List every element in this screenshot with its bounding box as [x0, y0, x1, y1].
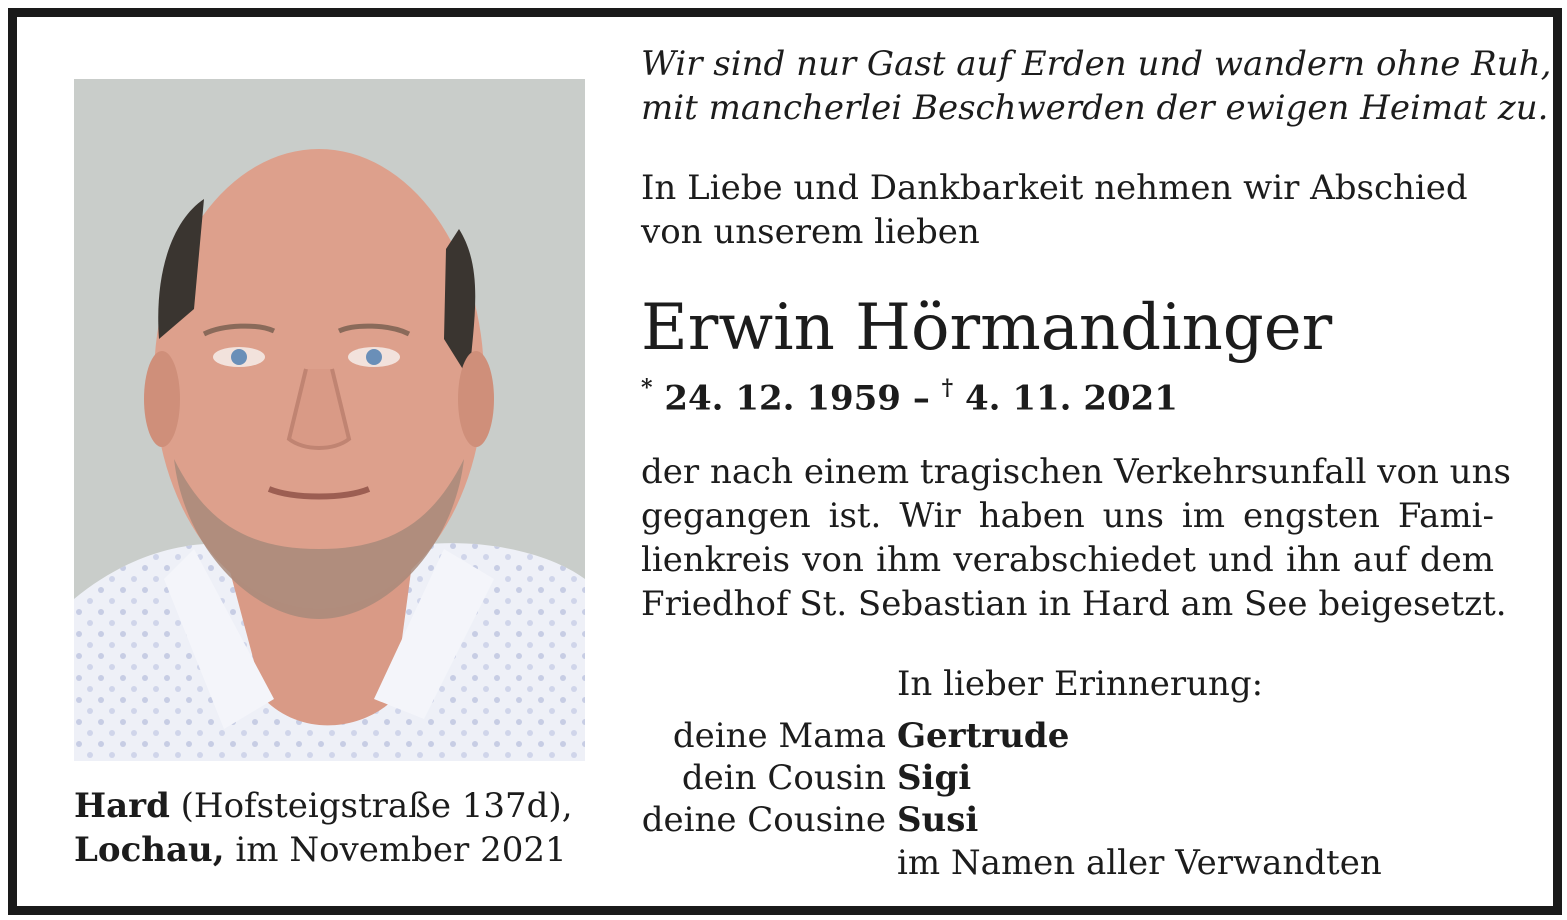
sign-off: im Namen aller Verwandten [897, 843, 1382, 883]
death-date: 4. 11. 2021 [965, 378, 1178, 419]
mourners-list [630, 715, 1069, 841]
notice-date: im November 2021 [235, 830, 567, 870]
place-line-2 [74, 828, 573, 872]
birth-symbol: * [641, 375, 653, 401]
body-line-4: Friedhof St. Sebastian in Hard am See beigesetzt. [641, 584, 1507, 624]
motto-line-2: mit mancherlei Beschwerden der ewigen Heimat zu. [641, 88, 1549, 128]
body-line-3: lienkreis von ihm verabschiedet und ihn auf dem [641, 540, 1494, 580]
birth-date: 24. 12. 1959 [664, 378, 901, 419]
intro-text [641, 166, 1468, 254]
death-symbol: † [941, 375, 954, 401]
date-separator: – [912, 378, 930, 419]
mourner-relation: deine Mama [672, 716, 886, 756]
mourner-name: Gertrude [897, 716, 1070, 756]
town-lochau: Lochau, [74, 830, 225, 870]
body-line-1: der nach einem tragischen Verkehrsunfall von uns [641, 452, 1511, 492]
mourner-relation: deine Cousine [641, 800, 886, 840]
mourner-relation: dein Cousin [681, 758, 886, 798]
deceased-name: Erwin Hörmandinger [641, 291, 1333, 365]
motto-line-1: Wir sind nur Gast auf Erden und wandern ohne Ruh, [641, 44, 1552, 84]
memory-heading: In lieber Erinnerung: [897, 664, 1264, 704]
mourner-name: Susi [897, 800, 979, 840]
place-line-1 [74, 784, 573, 828]
mourner-row [630, 715, 1069, 757]
mourner-name: Sigi [897, 758, 972, 798]
place-and-date [74, 784, 573, 872]
intro-line-1: In Liebe und Dankbarkeit nehmen wir Abschied [641, 168, 1468, 208]
town-hard: Hard [74, 786, 170, 826]
intro-line-2: von unserem lieben [641, 212, 980, 252]
address: (Hofsteigstraße 137d), [180, 786, 573, 826]
body-paragraph [641, 450, 1511, 626]
body-line-2: gegangen ist. Wir haben uns im engsten Fami- [641, 496, 1494, 536]
life-dates [641, 368, 1178, 420]
mourner-row [630, 757, 1069, 799]
mourner-row [630, 799, 1069, 841]
motto-verse [641, 42, 1551, 130]
portrait-photo [74, 79, 585, 761]
